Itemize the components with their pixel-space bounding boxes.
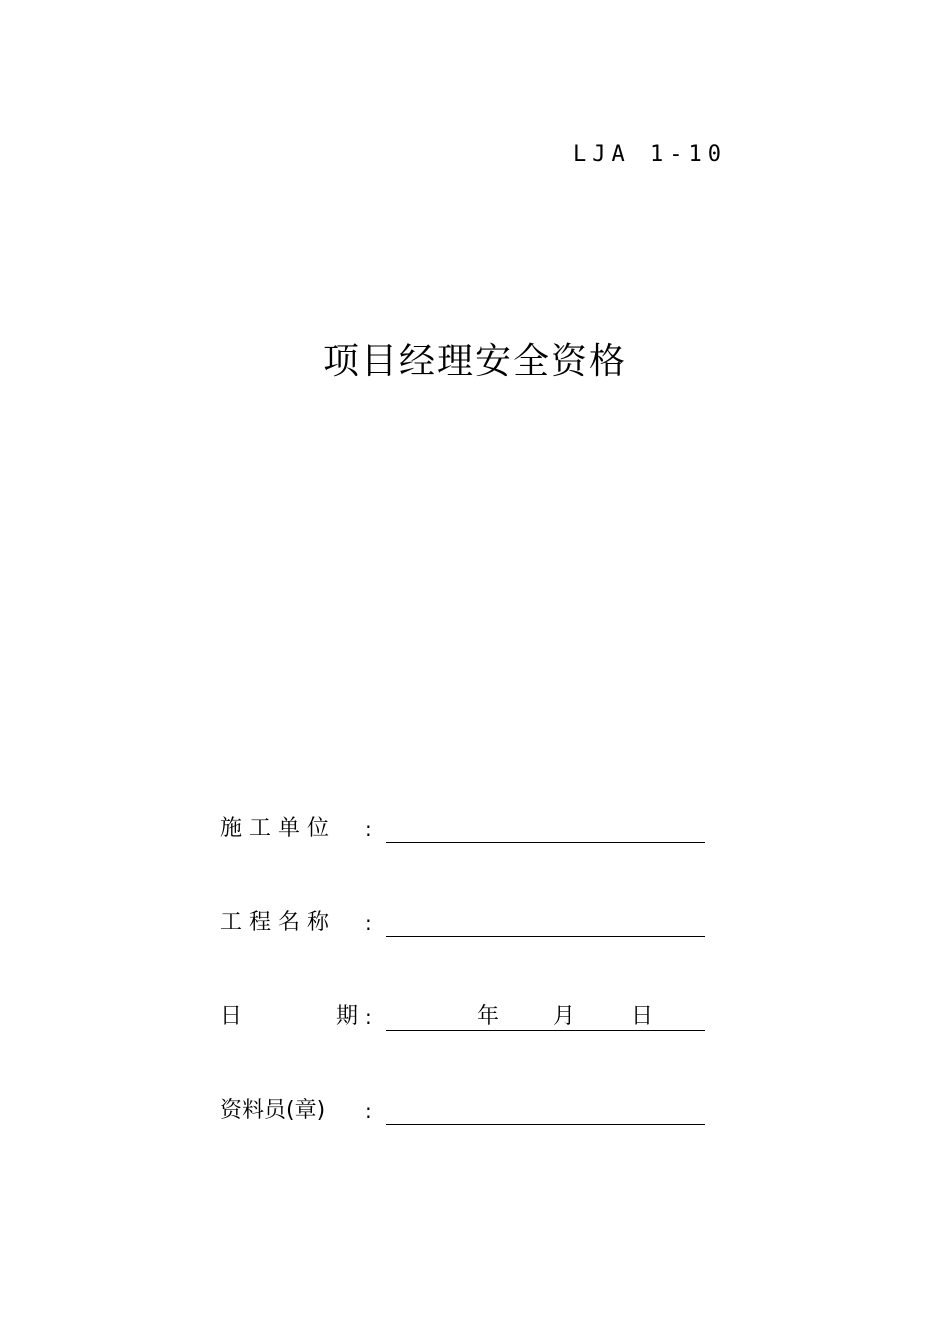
project-name-field[interactable] — [386, 936, 705, 937]
project-name-label: 工 程 名 称 — [220, 910, 329, 935]
date-year-label: 年 — [477, 1004, 500, 1029]
date-label-start: 日 — [220, 1004, 243, 1029]
date-month-label: 月 — [553, 1004, 576, 1029]
date-label-end: 期 — [336, 1004, 359, 1029]
construction-unit-colon: : — [365, 817, 372, 841]
archivist-colon: : — [365, 1099, 372, 1123]
date-colon: : — [365, 1005, 372, 1029]
date-field[interactable] — [386, 1030, 705, 1031]
page-title: 项目经理安全资格 — [322, 341, 627, 382]
archivist-label: 资料员(章) — [220, 1098, 326, 1123]
document-code: LJA 1-10 — [573, 142, 727, 167]
project-name-colon: : — [365, 911, 372, 935]
construction-unit-field[interactable] — [386, 842, 705, 843]
construction-unit-label: 施 工 单 位 — [220, 816, 329, 841]
archivist-field[interactable] — [386, 1124, 705, 1125]
date-day-label: 日 — [631, 1004, 654, 1029]
